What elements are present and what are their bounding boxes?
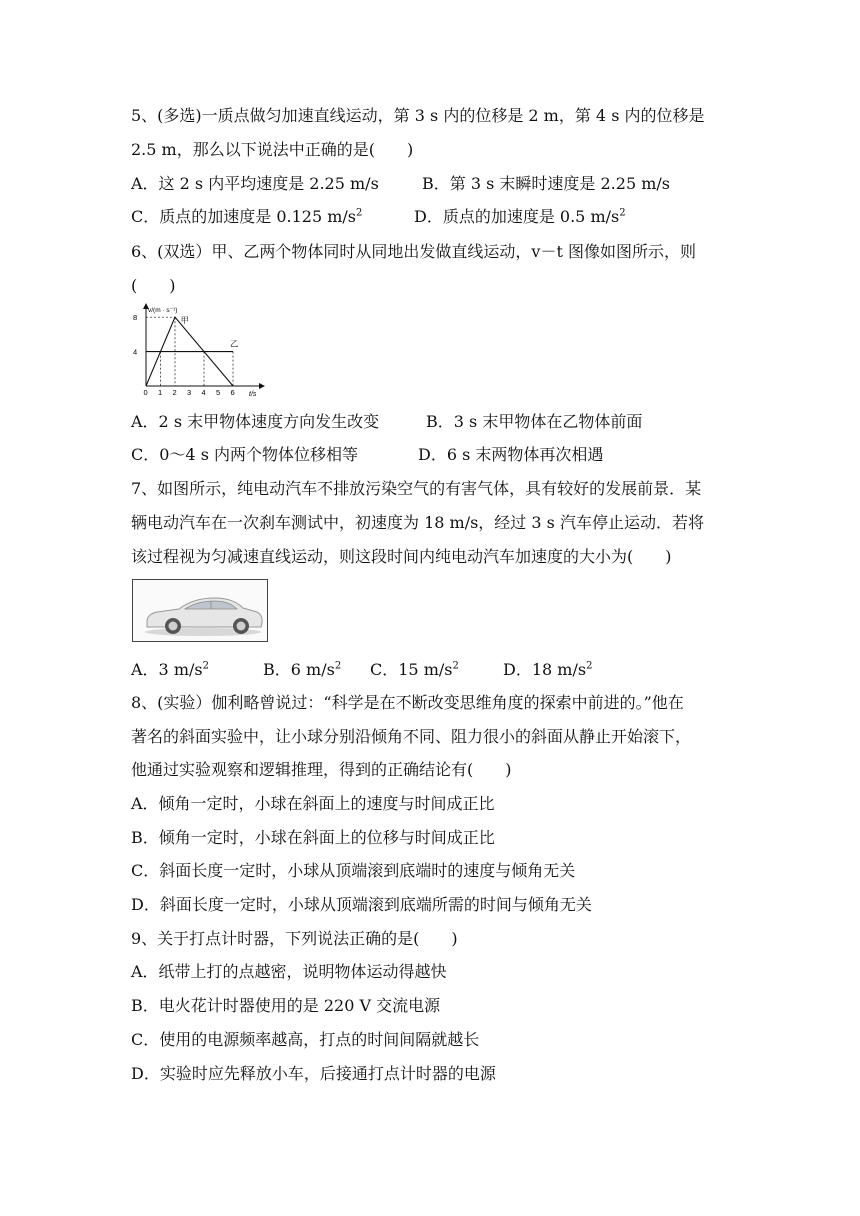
q8-stem-line1: 8、(实验）伽利略曾说过：“科学是在不断改变思维角度的探索中前进的。”他在 [131, 693, 684, 712]
y-axis-label: v/(m · s⁻¹) [148, 307, 178, 314]
q7-option-c: C．15 $m/s^2$ [370, 660, 459, 679]
q8-option-a: A．倾角一定时，小球在斜面上的速度与时间成正比 [131, 794, 495, 813]
x-tick-label: 5 [216, 388, 221, 397]
x-tick-label: 4 [201, 388, 206, 397]
q9-option-a: A．纸带上打的点越密，说明物体运动得越快 [131, 962, 447, 981]
q6-option-a: A．2 s 末甲物体速度方向发生改变 [131, 412, 380, 431]
q8-option-c: C．斜面长度一定时，小球从顶端滚到底端时的速度与倾角无关 [131, 861, 576, 880]
q5-option-a: A．这 2 s 内平均速度是 2.25 m/s [131, 174, 379, 193]
q6-option-b: B．3 s 末甲物体在乙物体前面 [426, 412, 643, 431]
vt-graph [131, 302, 266, 398]
series-label-jia: 甲 [180, 316, 189, 326]
q8-option-b: B．倾角一定时，小球在斜面上的位移与时间成正比 [131, 828, 495, 847]
q9-option-c: C．使用的电源频率越高，打点的时间间隔就越长 [131, 1030, 480, 1049]
q6-stem-line1: 6、(双选）甲、乙两个物体同时从同地出发做直线运动，v－t 图像如图所示，则 [131, 242, 696, 261]
q7-option-d: D．18 $m/s^2$ [503, 660, 593, 679]
q5-option-d: D．质点的加速度是 0.5 $m/s^2$ [414, 207, 626, 226]
q7-option-a: A．3 $m/s^2$ [131, 660, 209, 679]
q7-stem-line2: 辆电动汽车在一次刹车测试中，初速度为 18 m/s，经过 3 s 汽车停止运动．若将 [131, 513, 704, 532]
x-tick-label: 1 [158, 388, 163, 397]
x-tick-label: 2 [172, 388, 177, 397]
q9-option-d: D．实验时应先释放小车，后接通打点计时器的电源 [131, 1064, 496, 1083]
x-axis-arrow [259, 383, 265, 389]
q8-stem-line3: 他通过实验观察和逻辑推理，得到的正确结论有( ) [131, 760, 512, 779]
q9-option-b: B．电火花计时器使用的是 220 V 交流电源 [131, 996, 441, 1015]
series-label-yi: 乙 [230, 339, 239, 349]
x-axis-label: t/s [249, 391, 257, 398]
y-tick-label: 8 [133, 313, 138, 323]
q5-stem-line2: 2.5 m，那么以下说法中正确的是( ) [131, 140, 414, 159]
q5-stem-line1: 5、(多选)一质点做匀加速直线运动，第 3 s 内的位移是 2 m，第 4 s 内的位移是 [131, 106, 705, 125]
q6-stem-line2: ( ) [131, 276, 176, 295]
car-illustration [133, 580, 267, 641]
x-tick-label: 3 [187, 388, 192, 397]
car-image [132, 579, 268, 642]
q9-stem-line1: 9、关于打点计时器，下列说法正确的是( ) [131, 929, 458, 948]
q8-stem-line2: 著名的斜面实验中，让小球分别沿倾角不同、阻力很小的斜面从静止开始滚下， [131, 727, 692, 746]
y-tick-label: 4 [133, 347, 138, 357]
q7-stem-line1: 7、如图所示，纯电动汽车不排放污染空气的有害气体，具有较好的发展前景．某 [131, 479, 702, 498]
q8-option-d: D．斜面长度一定时，小球从顶端滚到底端所需的时间与倾角无关 [131, 895, 592, 914]
x-tick-label: 0 [143, 388, 148, 397]
x-tick-label: 6 [230, 388, 235, 397]
q6-option-c: C．0～4 s 内两个物体位移相等 [131, 445, 358, 464]
q7-option-b: B．6 $m/s^2$ [263, 660, 342, 679]
q6-option-d: D．6 s 末两物体再次相遇 [418, 445, 604, 464]
q5-option-c: C．质点的加速度是 0.125 $m/s^2$ [131, 207, 363, 226]
q7-stem-line3: 该过程视为匀减速直线运动，则这段时间内纯电动汽车加速度的大小为( ) [131, 547, 672, 566]
q5-option-b: B．第 3 s 末瞬时速度是 2.25 m/s [422, 174, 670, 193]
